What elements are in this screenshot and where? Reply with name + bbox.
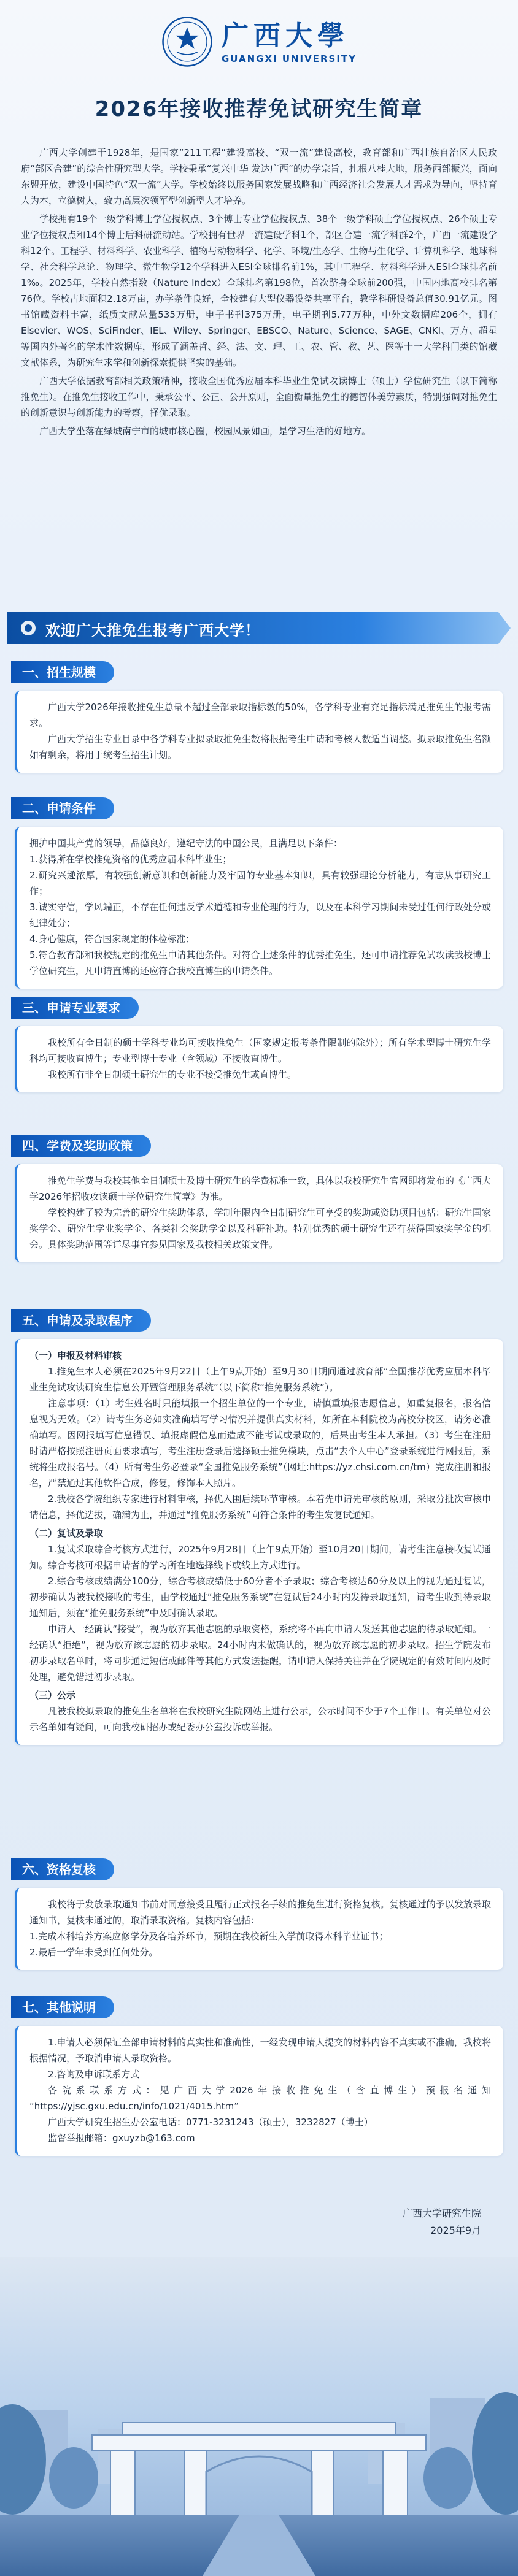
- subsection-title: （三）公示: [29, 1690, 76, 1701]
- section-title: 四、学费及奖助政策: [11, 1135, 151, 1157]
- section-major-requirements: [15, 997, 503, 1092]
- welcome-banner: [7, 606, 511, 650]
- section-paragraph: 申请人一经确认“接受”，视为放弃其他志愿的录取资格，系统将不再向申请人发送其他志愿的待录取通知。一经确认“拒绝”，视为放弃该志愿的初步录取。24小时内未做确认的，视为放弃该志愿的初步录取。招生学院发布初步录取名单时，将同步通过短信或邮件等其他方式发送提醒，请申请人保持关注并在学院规定的有效时间内及时处理，避免错过初步录取。: [29, 1623, 491, 1682]
- list-item: 2.最后一学年未受到任何处分。: [29, 1947, 158, 1958]
- section-content: [15, 1888, 503, 1970]
- header: [0, 0, 518, 147]
- section-content: [15, 1164, 503, 1262]
- contact-phone: 广西大学研究生招生办公室电话：0771-3231243（硕士），3232827（博士）: [48, 2117, 373, 2128]
- section-qualification-review: [15, 1858, 503, 1970]
- section-paragraph: 我校将于发放录取通知书前对同意接受且履行正式报名手续的推免生进行资格复核。复核通过的予以发放录取通知书，复核未通过的，取消录取资格。复核内容包括：: [29, 1899, 491, 1926]
- section-paragraph: 2.综合考核成绩满分100分，综合考核成绩低于60分者不予录取；综合考核达60分及以上的视为通过复试，初步确认为被我校接收的考生，由学校通过“推免服务系统”在复试后24小时内发待录取通知，请考生收到待录取通知后，须在“推免服务系统”中及时确认录取。: [29, 1576, 491, 1619]
- section-paragraph: 2.咨询及申诉联系方式: [48, 2069, 140, 2080]
- logo-chinese: 广西大學: [221, 20, 349, 52]
- university-emblem-icon: [161, 16, 213, 67]
- section-content: [15, 827, 503, 989]
- section-title: 一、招生规模: [11, 661, 114, 683]
- section-paragraph: 1.推免生本人必须在2025年9月22日（上午9点开始）至9月30日期间通过教育部“全国推荐优秀应届本科毕业生免试攻读研究生信息公开暨管理服务系统”（以下简称“推免服务系统”）。: [29, 1366, 491, 1393]
- section-content: [15, 2026, 503, 2156]
- campus-gate-illustration: [0, 2257, 518, 2576]
- section-paragraph: 凡被我校拟录取的推免生名单将在我校研究生院网站上进行公示，公示时间不少于7个工作日。有关单位对公示名单如有疑问，可向我校研招办或纪委办公室投诉或举报。: [29, 1706, 491, 1733]
- section-paragraph: 我校所有全日制的硕士学科专业均可接收推免生（国家规定报考条件限制的除外）；所有学术型博士研究生学科均可接收直博生；专业型博士专业（含领域）不接收直博生。: [29, 1037, 491, 1064]
- section-paragraph: 推免生学费与我校其他全日制硕士及博士研究生的学费标准一致，具体以我校研究生官网即将发布的《广西大学2026年招收攻读硕士学位研究生简章》为准。: [29, 1175, 491, 1202]
- section-title: 七、其他说明: [11, 1996, 114, 2018]
- subsection-title: （一）申报及材料审核: [29, 1350, 122, 1361]
- section-paragraph: 拥护中国共产党的领导，品德良好，遵纪守法的中国公民，且满足以下条件：: [29, 838, 343, 849]
- page-title: 2026年接收推荐免试研究生简章: [95, 97, 423, 121]
- section-content: [15, 691, 503, 773]
- list-item: 2.研究兴趣浓厚，有较强创新意识和创新能力及牢固的专业基本知识，具有较强理论分析能力，有志从事研究工作；: [29, 870, 491, 897]
- intro-paragraph: 学校拥有19个一级学科博士学位授权点、3个博士专业学位授权点、38个一级学科硕士学位授权点、26个硕士专业学位授权点和14个博士后科研流动站。学校拥有世界一流建设学科1个，部区合建一流学科群2个，广西一流建设学科12个。工程学、材料科学、农业科学、植物与动物科学、化学、环境/生态学、生物与生化学、计算机科学、地球科学、社会科学总论、物理学、微生物学12个学科进入ESI全球排名前1%，其中工程学、材料科学进入ESI全球排名前1‰。2025年，学校自然指数（Nature Index）全球排名第198位，首次跻身全球前200强，中国内地高校排名第76位。学校占地面积2.18万亩，办学条件良好，全校建有大型仪器设备共享平台，教学科研设备总值30.91亿元。图书馆藏资料丰富，纸质文献总量535万册，电子书刊375万册，电子期刊5.77万种，中外文数据库206个，拥有Elsevier、WOS、SciFinder、IEL、Wiley、Springer、EBSCO、Nature、Science、SAGE、CNKI、万方、超星等国内外著名的学术性数据库，形成了涵盖哲、经、法、文、理、工、农、管、教、艺、医等十一大学科门类的馆藏文献体系，为研究生求学和创新探索提供坚实的基础。: [21, 213, 497, 368]
- logo: [0, 16, 518, 67]
- intro-paragraph: 广西大学创建于1928年，是国家“211工程”建设高校、“双一流”建设高校，教育部和广西壮族自治区人民政府“部区合建”的综合性研究型大学。学校秉承“复兴中华 发达广西”的办学宗旨，扎根八桂大地，服务西部振兴，面向东盟开放，建设中国特色“双一流”大学。学校始终以服务国家发展战略和广西经济社会发展人才需求为导向，坚持育人为本，立德树人，致力高层次领军型创新型人才培养。: [21, 147, 497, 206]
- section-tuition-funding: [15, 1135, 503, 1262]
- section-title: 三、申请专业要求: [11, 997, 139, 1019]
- section-title: 六、资格复核: [11, 1858, 114, 1880]
- section-paragraph: 学校构建了较为完善的研究生奖助体系，学制年限内全日制研究生可享受的奖助或资助项目包括：研究生国家奖学金、研究生学业奖学金、各类社会奖助学金以及科研补助。特别优秀的硕士研究生还有获得国家奖学金的机会。具体奖助范围等详尽事宜参见国家及我校相关政策文件。: [29, 1207, 491, 1250]
- intro-paragraph: 广西大学坐落在绿城南宁市的城市核心圈，校园风景如画，是学习生活的好地方。: [39, 426, 371, 437]
- subsection-title: （二）复试及录取: [29, 1528, 104, 1539]
- signature: [403, 2205, 481, 2239]
- section-enrollment-scale: [15, 661, 503, 773]
- section-other-notes: [15, 1996, 503, 2156]
- section-application-procedure: [15, 1309, 503, 1745]
- section-paragraph: 1.申请人必须保证全部申请材料的真实性和准确性，一经发现申请人提交的材料内容不真实或不准确，我校将根据情况，予取消申请人录取资格。: [29, 2037, 491, 2064]
- list-item: 1.完成本科培养方案应修学分及各培养环节，预期在我校新生入学前取得本科毕业证书；: [29, 1931, 388, 1942]
- intro: [21, 145, 497, 442]
- section-title: 二、申请条件: [11, 797, 114, 819]
- signature-date: 2025年9月: [430, 2225, 481, 2236]
- section-paragraph: 我校所有非全日制硕士研究生的专业不接受推免生或直博生。: [48, 1069, 297, 1080]
- list-item: 3.诚实守信，学风端正，不存在任何违反学术道德和专业伦理的行为，以及在本科学习期间未受过任何行政处分或纪律处分；: [29, 902, 491, 929]
- section-paragraph: 注意事项：（1）考生姓名时只能填报一个招生单位的一个专业，请慎重填报志愿信息，如重复报名，报名信息视为无效。（2）请考生务必如实准确填写学习情况并提供真实材料，如所在本科院校为高校分校区，请务必准确填写。因网报填写信息错误、填报虚假信息而造成不能考试或录取的，后果由考生本人承担。（3）考生在注册时请严格按照注册页面要求填写，考生注册登录后选择硕士推免模块，点击“去个人中心”登录系统进行网报后，系统将生成报名号。（4）所有考生务必登录“全国推免服务系统”（网址:https://yz.chsi.com.cn/tm）完成注册和报名，严禁通过其他软件合成，修复，修饰本人照片。: [29, 1398, 491, 1489]
- signature-org: 广西大学研究生院: [402, 2207, 481, 2219]
- list-item: 5.符合教育部和我校规定的推免生申请其他条件。对符合上述条件的优秀推免生，还可申请推荐免试攻读我校博士学位研究生，凡申请直博的还应符合我校直博生的申请条件。: [29, 949, 491, 976]
- section-paragraph: 广西大学2026年接收推免生总量不超过全部录取指标数的50%，各学科专业有充足指标满足推免生的报考需求。: [29, 702, 491, 729]
- intro-paragraph: 广西大学依据教育部相关政策精神，接收全国优秀应届本科毕业生免试攻读博士（硕士）学位研究生（以下简称推免生）。在推免生接收工作中，秉承公平、公正、公开原则，全面衡量推免生的德智体美劳素质，特别强调对推免生的创新意识与创新能力的考察，择优录取。: [21, 375, 497, 418]
- section-content: [15, 1026, 503, 1092]
- section-title: 五、申请及录取程序: [11, 1309, 151, 1332]
- contact-email: 监督举报邮箱：gxuyzb@163.com: [48, 2133, 195, 2144]
- section-paragraph: 2.我校各学院组织专家进行材料审核，择优入围后续环节审核。本着先申请先审核的原则，采取分批次审核申请信息，择优选拔，确满为止，并通过“推免服务系统”向符合条件的考生发复试通知。: [29, 1493, 491, 1520]
- list-item: 4.身心健康，符合国家规定的体检标准；: [29, 933, 195, 945]
- logo-english: GUANGXI UNIVERSITY: [221, 53, 357, 64]
- contact-departments: 各院系联系方式：见广西大学2026年接收推免生（含直博生）预报名通知 “https://yjsc.gxu.edu.cn/info/1021/4015.htm”: [29, 2085, 491, 2112]
- section-requirements: [15, 797, 503, 989]
- section-paragraph: 1.复试采取综合考核方式进行，2025年9月28日（上午9点开始）至10月20日期间，请考生注意接收复试通知。综合考核可根据申请者的学习所在地选择线下或线上方式进行。: [29, 1544, 491, 1571]
- section-paragraph: 广西大学招生专业目录中各学科专业拟录取推免生数将根据考生申请和考核人数适当调整。拟录取推免生名额如有剩余，将用于统考生招生计划。: [29, 734, 491, 761]
- list-item: 1.获得所在学校推免资格的优秀应届本科毕业生；: [29, 854, 232, 865]
- banner-text: 欢迎广大推免生报考广西大学！: [45, 622, 260, 639]
- section-content: [15, 1339, 503, 1745]
